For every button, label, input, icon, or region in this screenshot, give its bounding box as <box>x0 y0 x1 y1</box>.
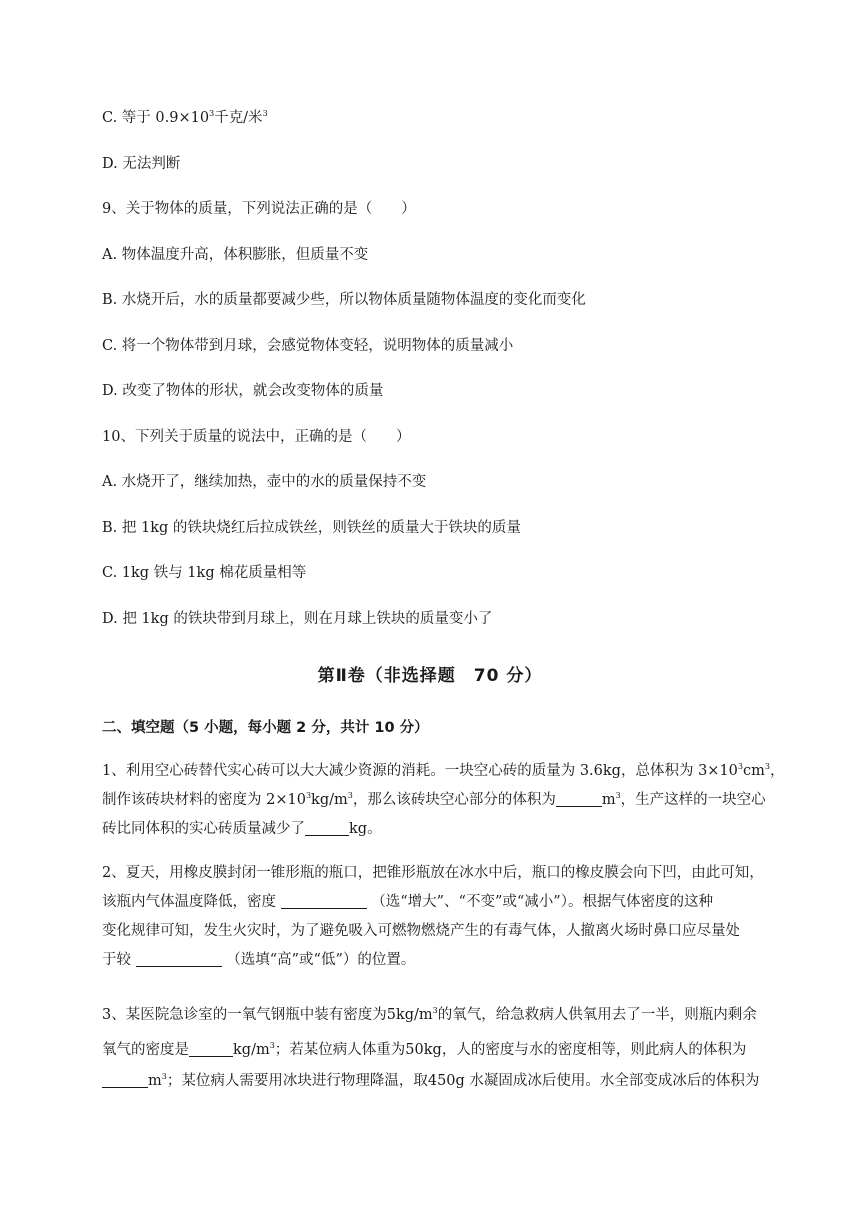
fill2-line2 <box>102 892 802 912</box>
superscript: 3 <box>161 1072 167 1081</box>
q8-option-c <box>102 108 268 128</box>
superscript: 3 <box>615 791 621 800</box>
answer-blank[interactable] <box>136 952 222 967</box>
superscript: 3 <box>269 1041 275 1050</box>
text: kg/m <box>311 792 348 808</box>
answer-blank[interactable] <box>102 1073 148 1088</box>
q10-option-d: D. 把 1kg 的铁块带到月球上，则在月球上铁块的质量变小了 <box>102 611 493 627</box>
fill3-line3 <box>102 1071 802 1091</box>
text: ；某位病人需要用冰块进行物理降温，取450g 水凝固成冰后使用。水全部变成冰后的体积为 <box>166 1073 760 1089</box>
superscript: 3 <box>432 1006 438 1015</box>
text: ，生产这样的一块空心 <box>620 792 766 808</box>
text: ， <box>769 763 785 779</box>
section-title: 第Ⅱ卷（非选择题 70 分） <box>317 666 543 686</box>
fill2-line3: 变化规律可知，发生火灾时，为了避免吸入可燃物燃烧产生的有毒气体，人撤离火场时鼻口应尽量处 <box>102 923 740 939</box>
section-subtitle: 二、填空题（5 小题，每小题 2 分，共计 10 分） <box>102 720 429 736</box>
q9-option-b: B. 水烧开后，水的质量都要减少些，所以物体质量随物体温度的变化而变化 <box>102 292 586 308</box>
text: 于较 <box>102 952 131 968</box>
q8-option-c-text: C. 等于 0.9×10 <box>102 110 210 126</box>
text: m <box>601 792 616 808</box>
superscript: 3 <box>209 109 215 118</box>
text: 3、某医院急诊室的一氧气钢瓶中装有密度为5kg/m <box>102 1007 433 1023</box>
superscript: 3 <box>347 791 353 800</box>
fill1-line3 <box>102 819 802 839</box>
q10-stem: 10、下列关于质量的说法中，正确的是（ ） <box>102 429 411 445</box>
superscript: 3 <box>262 109 268 118</box>
fill3-line2 <box>102 1040 802 1060</box>
fill2-line4 <box>102 950 802 970</box>
fill1-line2 <box>102 790 802 810</box>
superscript: 3 <box>764 762 770 771</box>
text: （选填“高”或“低”）的位置。 <box>226 952 416 968</box>
text: （选“增大”、“不变”或“减小”）。根据气体密度的这种 <box>371 894 713 910</box>
q10-option-b: B. 把 1kg 的铁块烧红后拉成铁丝，则铁丝的质量大于铁块的质量 <box>102 520 521 536</box>
text: kg/m <box>233 1042 270 1058</box>
answer-blank[interactable] <box>556 792 602 807</box>
q8-option-c-unit: 千克/米 <box>214 110 263 126</box>
answer-blank[interactable] <box>189 1042 233 1057</box>
text: 氧气的密度是 <box>102 1042 189 1058</box>
superscript: 3 <box>305 791 312 800</box>
q8-option-d: D. 无法判断 <box>102 156 181 172</box>
q10-option-c: C. 1kg 铁与 1kg 棉花质量相等 <box>102 565 307 581</box>
fill1-line1 <box>102 761 802 781</box>
text: 1、利用空心砖替代实心砖可以大大减少资源的消耗。一块空心砖的质量为 3.6kg，总体积为 3×10 <box>102 763 738 779</box>
text: 制作该砖块材料的密度为 2×10 <box>102 792 306 808</box>
text: kg。 <box>349 821 382 837</box>
text: cm <box>743 763 765 779</box>
q9-option-d: D. 改变了物体的形状，就会改变物体的质量 <box>102 383 384 399</box>
fill3-line1 <box>102 1005 802 1025</box>
superscript: 3 <box>737 762 743 771</box>
q9-stem: 9、关于物体的质量，下列说法正确的是（ ） <box>102 201 416 217</box>
fill2-line1: 2、夏天，用橡皮膜封闭一锥形瓶的瓶口，把锥形瓶放在冰水中后，瓶口的橡皮膜会向下凹，由此可知， <box>102 865 764 881</box>
q10-option-a: A. 水烧开了，继续加热，壶中的水的质量保持不变 <box>102 474 427 490</box>
text: 砖比同体积的实心砖质量减少了 <box>102 821 305 837</box>
answer-blank[interactable] <box>281 894 367 909</box>
answer-blank[interactable] <box>305 821 349 836</box>
q9-option-a: A. 物体温度升高，体积膨胀，但质量不变 <box>102 247 369 263</box>
text: 该瓶内气体温度降低，密度 <box>102 894 276 910</box>
text: ，那么该砖块空心部分的体积为 <box>352 792 556 808</box>
text: ；若某位病人体重为50kg，人的密度与水的密度相等，则此病人的体积为 <box>274 1042 747 1058</box>
q9-option-c: C. 将一个物体带到月球，会感觉物体变轻，说明物体的质量减小 <box>102 338 514 354</box>
text: m <box>148 1073 162 1089</box>
text: 的氧气，给急救病人供氧用去了一半，则瓶内剩余 <box>437 1007 757 1023</box>
